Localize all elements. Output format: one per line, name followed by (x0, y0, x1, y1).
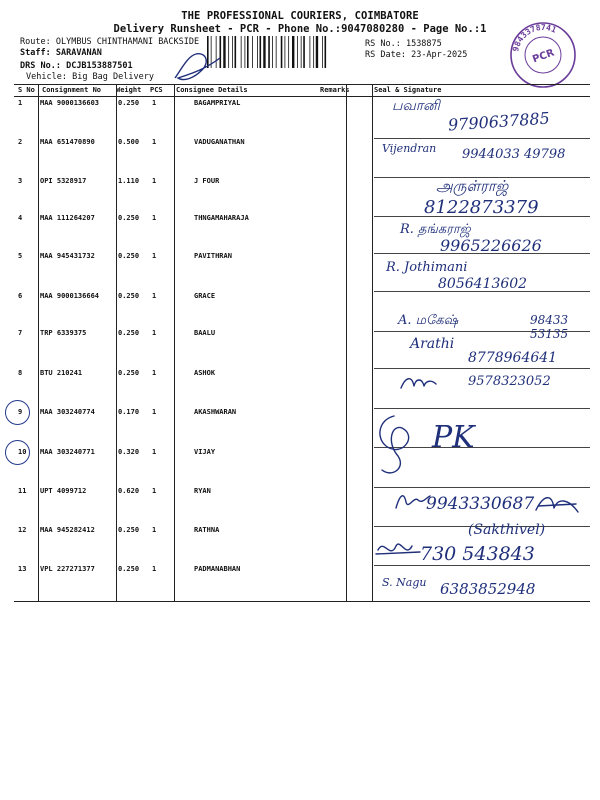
row-consignee: VIJAY (194, 448, 216, 456)
row-consignment: TRP 6339375 (40, 329, 87, 337)
pen-scribble (170, 48, 225, 88)
signature-name: Arathi (410, 336, 455, 352)
row-sno: 9 (18, 408, 23, 416)
barcode-bar (257, 36, 258, 68)
row-weight: 0.620 (118, 487, 140, 495)
barcode-bar (322, 36, 323, 68)
row-consignee: GRACE (194, 292, 216, 300)
signature-scribble (398, 372, 438, 394)
row-consignee: ASHOK (194, 369, 216, 377)
col-consignment: Consignment No (42, 86, 102, 94)
vehicle-value: Big Bag Delivery (72, 72, 154, 82)
row-consignment: MAA 945282412 (40, 526, 95, 534)
vehicle-label: Vehicle: (26, 72, 67, 82)
pcr-stamp (508, 20, 578, 90)
row-pcs: 1 (152, 487, 157, 495)
row-pcs: 1 (152, 329, 157, 337)
row-weight: 0.170 (118, 408, 140, 416)
table-row (14, 292, 590, 332)
signature-phone: 6383852948 (440, 580, 536, 598)
row-consignment: MAA 111264207 (40, 214, 95, 222)
staff-line (20, 48, 102, 58)
barcode-bar (301, 36, 302, 68)
signature-phone: 8778964641 (468, 350, 558, 366)
row-consignee: J FOUR (194, 177, 220, 185)
row-weight: 0.500 (118, 138, 140, 146)
row-weight: 1.110 (118, 177, 140, 185)
row-pcs: 1 (152, 99, 157, 107)
row-consignment: VPL 227271377 (40, 565, 95, 573)
col-remarks: Remarks (320, 86, 350, 94)
company-name: THE PROFESSIONAL COURIERS, COIMBATORE (181, 10, 419, 22)
signature-name: பவானி (392, 98, 440, 114)
barcode-bar (285, 36, 286, 68)
barcode-bar (235, 36, 237, 68)
row-sno: 5 (18, 252, 23, 260)
signature-scribble (372, 412, 422, 482)
row-pcs: 1 (152, 408, 157, 416)
signature-phone: 8056413602 (438, 276, 528, 292)
row-consignment: MAA 945431732 (40, 252, 95, 260)
signature-phone: 9943330687 (426, 494, 535, 514)
stamp-number: 9843378741 (511, 22, 558, 53)
drs-value: DCJB153887501 (66, 61, 133, 71)
barcode-bar (316, 36, 318, 68)
signature-name: Vijendran (382, 142, 437, 155)
header-bottom-rule (14, 96, 590, 97)
row-consignee: PADMANABHAN (194, 565, 241, 573)
row-consignee: RATHNA (194, 526, 220, 534)
signature-scribble (532, 490, 582, 520)
barcode-bar (263, 36, 265, 68)
row-pcs: 1 (152, 138, 157, 146)
col-sno: S No (18, 86, 35, 94)
row-sno: 2 (18, 138, 23, 146)
barcode-bar (292, 36, 294, 68)
barcode-bar (288, 36, 289, 68)
row-sno: 12 (18, 526, 27, 534)
row-consignment: MAA 9000136603 (40, 99, 100, 107)
row-consignment: MAA 303240774 (40, 408, 95, 416)
row-sno: 1 (18, 99, 23, 107)
signature-name: அருள்ராஜ் (436, 177, 509, 195)
barcode (205, 36, 355, 68)
col-pcs: PCS (150, 86, 163, 94)
row-pcs: 1 (152, 369, 157, 377)
col-seal: Seal & Signature (374, 86, 442, 94)
row-pcs: 1 (152, 292, 157, 300)
table-row (14, 448, 590, 488)
rs-no-value: 1538875 (405, 39, 442, 49)
header-top-rule (14, 84, 590, 85)
signature-phone: 9944033 49798 (462, 147, 566, 162)
row-consignee: AKASHWARAN (194, 408, 237, 416)
row-sno: 7 (18, 329, 23, 337)
signature-name: R. தங்கராஜ் (400, 222, 471, 237)
barcode-bar (325, 36, 327, 68)
vehicle-line (26, 72, 154, 82)
row-pcs: 1 (152, 252, 157, 260)
drs-label: DRS No.: (20, 61, 61, 71)
rs-date-value: 23-Apr-2025 (411, 50, 468, 60)
signature-initials: PK (432, 420, 475, 455)
row-pcs: 1 (152, 565, 157, 573)
route-label: Route: (20, 37, 51, 47)
barcode-bar (310, 36, 311, 68)
signature-name: R. Jothimani (386, 260, 468, 275)
row-consignment: UPT 4099712 (40, 487, 87, 495)
table-row (14, 408, 590, 448)
signature-phone: 9790637885 (447, 108, 551, 135)
barcode-bar (247, 36, 249, 68)
route-line (20, 37, 199, 47)
barcode-bar (260, 36, 262, 68)
barcode-bar (303, 36, 305, 68)
row-consignee: THNGAMAHARAJA (194, 214, 249, 222)
col-weight: Weight (116, 86, 142, 94)
row-weight: 0.250 (118, 526, 140, 534)
row-weight: 0.250 (118, 252, 140, 260)
row-weight: 0.320 (118, 448, 140, 456)
barcode-bar (276, 36, 277, 68)
barcode-bar (252, 36, 253, 68)
row-weight: 0.250 (118, 214, 140, 222)
row-pcs: 1 (152, 214, 157, 222)
row-sno: 8 (18, 369, 23, 377)
row-weight: 0.250 (118, 329, 140, 337)
signature-phone: 9578323052 (468, 374, 551, 389)
row-consignee: PAVITHRAN (194, 252, 232, 260)
row-consignment: MAA 9000136664 (40, 292, 100, 300)
rs-no-line (365, 39, 442, 49)
signature-phone: 98433 53135 (530, 313, 569, 341)
barcode-bar (268, 36, 270, 68)
signature-phone: 730 543843 (420, 543, 535, 565)
row-sno: 4 (18, 214, 23, 222)
signature-phone: 9965226626 (440, 236, 542, 255)
barcode-bar (281, 36, 283, 68)
row-weight: 0.250 (118, 292, 140, 300)
signature-scribble (374, 536, 422, 562)
row-pcs: 1 (152, 448, 157, 456)
row-sno: 3 (18, 177, 23, 185)
signature-name: S. Nagu (382, 576, 427, 589)
row-consignee: VADUGANATHAN (194, 138, 245, 146)
route-value: OLYMBUS CHINTHAMANI BACKSIDE (55, 37, 200, 47)
barcode-bar (272, 36, 273, 68)
barcode-bar (241, 36, 242, 68)
barcode-bar (245, 36, 246, 68)
col-consignee: Consignee Details (176, 86, 248, 94)
row-sno: 6 (18, 292, 23, 300)
barcode-bar (232, 36, 233, 68)
signature-name: (Sakthivel) (468, 522, 546, 538)
barcode-bar (313, 36, 314, 68)
row-sno: 13 (18, 565, 27, 573)
rs-date-label: RS Date: (365, 50, 406, 60)
row-sno: 10 (18, 448, 27, 456)
row-sno: 11 (18, 487, 27, 495)
barcode-bar (228, 36, 229, 68)
row-weight: 0.250 (118, 99, 140, 107)
row-pcs: 1 (152, 177, 157, 185)
rs-date-line (365, 50, 467, 60)
row-consignment: MAA 303240771 (40, 448, 95, 456)
row-consignee: BAALU (194, 329, 216, 337)
barcode-bar (297, 36, 298, 68)
row-consignment: OPI 5328917 (40, 177, 87, 185)
runsheet-title: Delivery Runsheet - PCR - Phone No.:9047080280 - Page No.:1 (113, 23, 487, 35)
staff-value: SARAVANAN (55, 48, 102, 58)
signature-phone: 8122873379 (424, 197, 539, 218)
rs-no-label: RS No.: (365, 39, 401, 49)
row-weight: 0.250 (118, 369, 140, 377)
row-consignment: MAA 651470890 (40, 138, 95, 146)
row-weight: 0.250 (118, 565, 140, 573)
stamp-letters: PCR (531, 47, 556, 66)
signature-name: A. மகேஷ் (398, 313, 459, 328)
row-consignment: BTU 210241 (40, 369, 83, 377)
row-consignee: BAGAMPRIYAL (194, 99, 241, 107)
drs-line (20, 61, 133, 71)
staff-label: Staff: (20, 48, 51, 58)
row-consignee: RYAN (194, 487, 211, 495)
row-pcs: 1 (152, 526, 157, 534)
